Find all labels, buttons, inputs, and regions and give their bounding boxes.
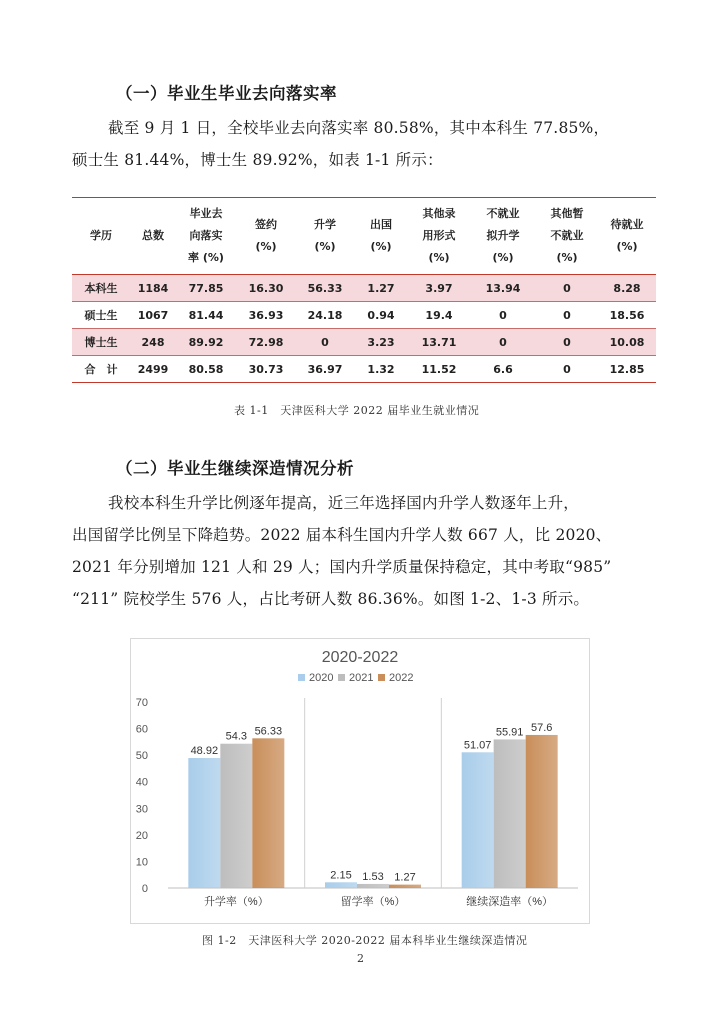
table-header-text: 毕业去 xyxy=(189,207,223,220)
paragraph-2-line-3: 2021 年分别增加 121 人和 29 人；国内升学质量保持稳定，其中考取“985” xyxy=(72,558,612,576)
table-cell: 89.92 xyxy=(176,329,236,356)
table-cell: 0 xyxy=(536,329,598,356)
x-tick-label: 留学率（%） xyxy=(340,896,406,908)
data-label: 57.6 xyxy=(530,721,553,734)
table-header-text: (%) xyxy=(428,251,450,264)
paragraph-1-line-1: 截至 9 月 1 日，全校毕业去向落实率 80.58%，其中本科生 77.85%， xyxy=(108,119,610,137)
table-header-text: 用形式 xyxy=(422,229,456,242)
table-cell: 3.97 xyxy=(408,275,470,302)
data-label: 1.27 xyxy=(394,871,416,884)
x-tick-label: 继续深造率（%） xyxy=(466,896,554,908)
continuing-education-chart xyxy=(130,638,590,924)
table-header-text: (%) xyxy=(314,240,336,253)
legend-label: 2022 xyxy=(389,672,414,684)
table-header-cell xyxy=(130,198,176,275)
table-cell: 16.30 xyxy=(236,275,296,302)
table-header-cell xyxy=(176,198,236,275)
table-header-text: 总数 xyxy=(142,229,164,242)
table-cell: 0 xyxy=(470,329,536,356)
bar-2021 xyxy=(494,739,526,888)
table-cell: 36.93 xyxy=(236,302,296,329)
figure-caption: 图 1-2 天津医科大学 2020-2022 届本科毕业生继续深造情况 xyxy=(202,934,528,947)
bar-2020 xyxy=(188,758,220,888)
table-header-cell xyxy=(72,198,130,275)
data-label: 2.15 xyxy=(330,869,352,882)
table-cell: 56.33 xyxy=(296,275,354,302)
table-header-text: 向落实 xyxy=(189,229,223,242)
table-cell: 3.23 xyxy=(354,329,408,356)
legend-swatch xyxy=(298,674,305,681)
table-header-text: (%) xyxy=(492,251,514,264)
table-row xyxy=(72,275,656,302)
table-header-cell xyxy=(408,198,470,275)
table-cell: 6.6 xyxy=(470,356,536,383)
table-cell: 0 xyxy=(536,302,598,329)
y-tick-label: 0 xyxy=(141,883,148,895)
data-label: 56.33 xyxy=(254,725,283,738)
table-cell: 13.94 xyxy=(470,275,536,302)
bar-2022 xyxy=(526,735,558,888)
table-cell: 81.44 xyxy=(176,302,236,329)
y-tick-label: 70 xyxy=(135,697,148,709)
table-header-text: 升学 xyxy=(314,218,336,231)
table-header-cell xyxy=(354,198,408,275)
bar-2021 xyxy=(357,884,389,888)
table-cell: 24.18 xyxy=(296,302,354,329)
table-cell: 11.52 xyxy=(408,356,470,383)
table-cell: 19.4 xyxy=(408,302,470,329)
table-header-text: 学历 xyxy=(90,229,112,242)
y-tick-label: 40 xyxy=(135,776,148,789)
table-cell: 博士生 xyxy=(72,329,130,356)
table-header-text: 签约 xyxy=(255,218,277,231)
y-tick-label: 50 xyxy=(135,750,148,763)
table-cell: 72.98 xyxy=(236,329,296,356)
employment-table xyxy=(72,197,656,383)
table-header-text: 出国 xyxy=(370,218,392,231)
bar-2020 xyxy=(325,882,357,888)
legend-label: 2021 xyxy=(349,672,374,684)
table-header-text: 其他暂 xyxy=(550,207,584,220)
paragraph-2-line-4: “211” 院校学生 576 人，占比考研人数 86.36%。如图 1-2、1-3 所示。 xyxy=(72,590,590,608)
paragraph-2-line-1: 我校本科生升学比例逐年提高，近三年选择国内升学人数逐年上升， xyxy=(108,494,580,512)
table-cell: 本科生 xyxy=(72,275,130,302)
table-header-cell xyxy=(536,198,598,275)
table-row xyxy=(72,329,656,356)
table-cell: 0 xyxy=(470,302,536,329)
table-header-text: 待就业 xyxy=(610,218,644,231)
table-header-text: (%) xyxy=(370,240,392,253)
table-cell: 1184 xyxy=(130,275,176,302)
table-cell: 30.73 xyxy=(236,356,296,383)
table-cell: 36.97 xyxy=(296,356,354,383)
table-cell: 合 计 xyxy=(72,356,130,383)
table-cell: 8.28 xyxy=(598,275,656,302)
table-cell: 248 xyxy=(130,329,176,356)
legend-swatch xyxy=(378,674,385,681)
bar-2021 xyxy=(220,744,252,888)
table-header-text: 拟升学 xyxy=(486,229,520,242)
table-cell: 80.58 xyxy=(176,356,236,383)
table-cell: 18.56 xyxy=(598,302,656,329)
table-cell: 10.08 xyxy=(598,329,656,356)
table-header-cell xyxy=(470,198,536,275)
data-label: 51.07 xyxy=(463,739,492,752)
data-label: 55.91 xyxy=(495,726,524,739)
x-tick-label: 升学率（%） xyxy=(203,896,269,908)
page-number: 2 xyxy=(357,952,365,965)
y-tick-label: 20 xyxy=(135,829,148,842)
table-cell: 12.85 xyxy=(598,356,656,383)
section-heading-1: （一）毕业生毕业去向落实率 xyxy=(116,84,337,103)
table-cell: 1.27 xyxy=(354,275,408,302)
data-label: 1.53 xyxy=(362,870,384,883)
table-cell: 硕士生 xyxy=(72,302,130,329)
data-label: 48.92 xyxy=(190,745,219,758)
paragraph-2-line-2: 出国留学比例呈下降趋势。2022 届本科生国内升学人数 667 人，比 2020、 xyxy=(72,526,612,544)
legend-swatch xyxy=(338,674,345,681)
chart-title: 2020-2022 xyxy=(321,649,399,666)
section-heading-2: （二）毕业生继续深造情况分析 xyxy=(116,459,354,478)
table-cell: 1067 xyxy=(130,302,176,329)
y-tick-label: 30 xyxy=(135,803,148,816)
table-cell: 0 xyxy=(296,329,354,356)
bar-2022 xyxy=(252,738,284,888)
table-header-text: (%) xyxy=(616,240,638,253)
table-cell: 0 xyxy=(536,356,598,383)
table-header-row xyxy=(72,198,656,275)
table-header-cell xyxy=(236,198,296,275)
bar-2020 xyxy=(462,752,494,888)
table-header-text: 不就业 xyxy=(486,207,520,220)
legend-label: 2020 xyxy=(309,672,334,684)
table-cell: 0 xyxy=(536,275,598,302)
table-cell: 0.94 xyxy=(354,302,408,329)
table-cell: 2499 xyxy=(130,356,176,383)
table-header-text: (%) xyxy=(556,251,578,264)
y-tick-label: 60 xyxy=(135,723,148,736)
table-header-text: (%) xyxy=(255,240,277,253)
table-cell: 1.32 xyxy=(354,356,408,383)
table-row xyxy=(72,302,656,329)
table-header-text: 率 (%) xyxy=(188,251,224,264)
table-caption: 表 1-1 天津医科大学 2022 届毕业生就业情况 xyxy=(234,404,480,417)
table-header-text: 不就业 xyxy=(550,229,584,242)
table-cell: 13.71 xyxy=(408,329,470,356)
table-row xyxy=(72,356,656,383)
data-label: 54.3 xyxy=(225,730,248,743)
y-tick-label: 10 xyxy=(135,856,148,869)
table-cell: 77.85 xyxy=(176,275,236,302)
bar-2022 xyxy=(389,885,421,888)
table-header-text: 其他录 xyxy=(422,207,456,220)
paragraph-1-line-2: 硕士生 81.44%，博士生 89.92%，如表 1-1 所示： xyxy=(72,151,443,169)
table-header-cell xyxy=(598,198,656,275)
table-header-cell xyxy=(296,198,354,275)
